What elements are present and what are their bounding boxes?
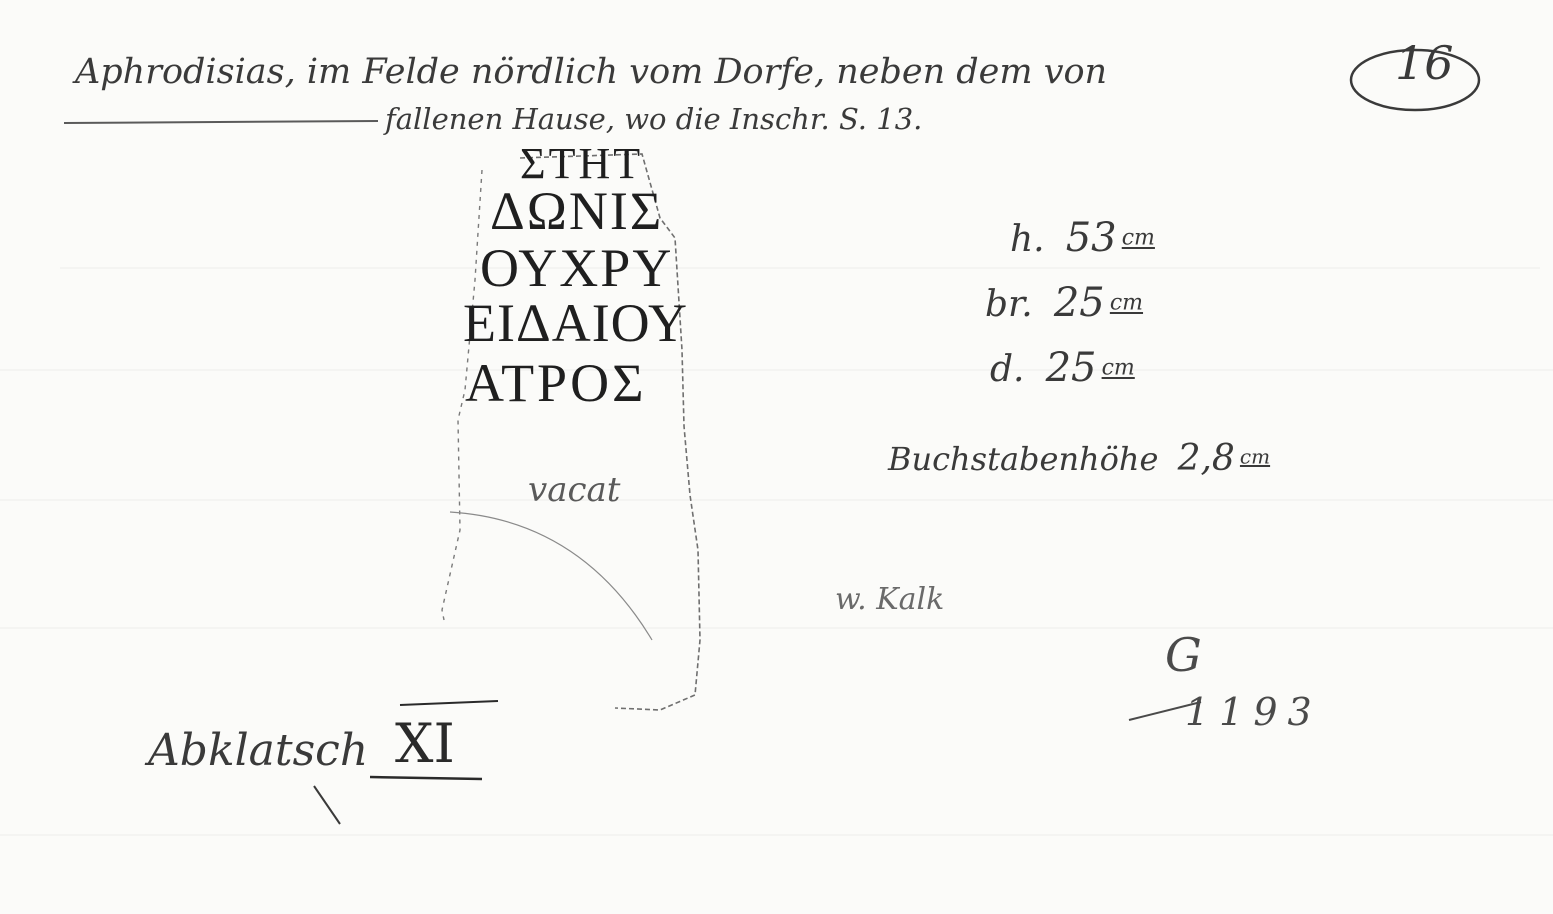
material-note: w. Kalk (835, 582, 945, 617)
measurement-height (1010, 215, 1155, 261)
letter-height-unit: cm (1239, 444, 1271, 469)
header-line-2: fallenen Hause, wo die Inschr. S. 13. (385, 102, 923, 136)
footer-label: Abklatsch (148, 725, 369, 776)
measurement-value: 53 (1065, 215, 1117, 261)
measurement-unit: cm (1109, 290, 1144, 316)
measurement-depth (990, 345, 1135, 391)
inscription-line-4: ΕΙΔΑΙΟΥ (463, 293, 688, 353)
inscription-line-2: ΔΩΝΙΣ (490, 181, 664, 241)
footer-flourish (310, 780, 370, 830)
inventory-number: 1193 (1185, 690, 1322, 734)
measurement-unit: cm (1101, 355, 1135, 381)
measurement-unit: cm (1121, 225, 1155, 251)
measurement-label: d. (990, 349, 1025, 390)
vacat-note: vacat (528, 470, 621, 510)
header-line-1: Aphrodisias, im Felde nördlich vom Dorfe, neben dem von (75, 52, 1108, 92)
sheet-number: 16 (1395, 36, 1454, 90)
letter-height (888, 438, 1270, 479)
signature-initial: G (1165, 628, 1202, 682)
inscription-line-5: ΑΤΡΟΣ (465, 353, 647, 413)
measurement-value: 25 (1045, 345, 1097, 391)
letter-height-value: 2,8 (1177, 438, 1235, 479)
header-underline (62, 118, 382, 128)
measurement-label: h. (1010, 219, 1045, 260)
letter-height-label: Buchstabenhöhe (888, 440, 1159, 478)
footer-numeral: XI (395, 712, 455, 775)
inscription-line-1: ΣΤΗΤ (520, 139, 644, 188)
inscription-line-3: ΟΥΧΡΥ (480, 238, 674, 298)
measurement-value: 25 (1053, 280, 1105, 326)
measurement-label: br. (985, 284, 1033, 325)
measurement-width (985, 280, 1143, 326)
